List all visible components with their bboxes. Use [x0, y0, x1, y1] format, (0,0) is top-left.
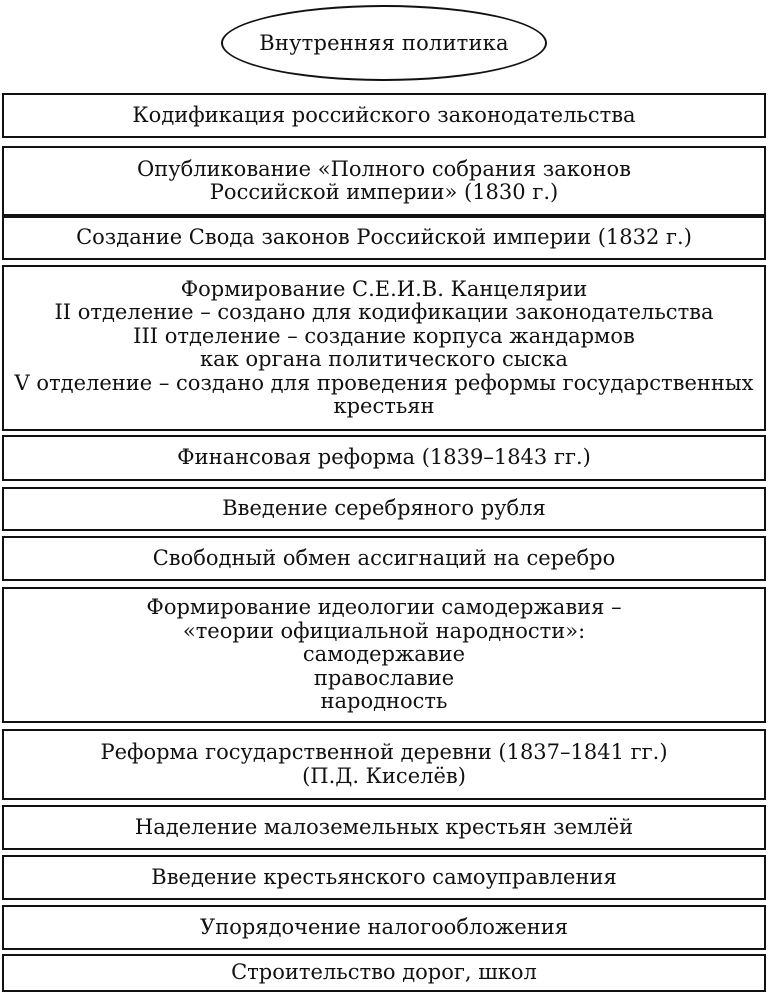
box-ideology — [2, 587, 766, 723]
box-line: III отделение – создание корпуса жандармов — [133, 323, 635, 348]
box-silver-ruble — [2, 487, 766, 531]
box-line: «теории официальной народности»: — [182, 618, 586, 643]
box-line: Реформа государственной деревни (1837–1841 гг.) — [100, 740, 668, 764]
box-assignat-exchange — [2, 536, 766, 581]
box-line: (П.Д. Киселёв) — [302, 763, 466, 788]
box-line: Введение крестьянского самоуправления — [151, 864, 617, 889]
box-line: крестьян — [333, 394, 435, 418]
box-code-of-laws — [2, 216, 766, 260]
box-line: Наделение малоземельных крестьян землёй — [134, 814, 634, 839]
box-line: Опубликование «Полного собрания законов — [137, 156, 631, 181]
diagram-title: Внутренняя политика — [259, 31, 509, 55]
box-line: Строительство дорог, школ — [231, 960, 537, 985]
box-line: православие — [313, 665, 455, 690]
box-line: как органа политического сыска — [200, 347, 568, 371]
box-full-collection-laws — [2, 146, 766, 216]
box-taxation — [2, 905, 766, 950]
box-line: II отделение – создано для кодификации законодательства — [54, 300, 714, 324]
box-line: Свободный обмен ассигнаций на серебро — [152, 545, 616, 570]
diagram-title-oval — [221, 5, 547, 81]
box-line: Упорядочение налогообложения — [200, 914, 568, 939]
box-peasant-self-government — [2, 855, 766, 900]
box-line: Формирование идеологии самодержавия – — [146, 595, 622, 620]
box-line: Российской империи» (1830 г.) — [209, 180, 559, 204]
box-line: Введение серебряного рубля — [222, 496, 546, 521]
box-state-village-reform — [2, 729, 766, 800]
box-line: самодержавие — [302, 642, 466, 667]
box-land-allotment — [2, 805, 766, 850]
box-line: народность — [320, 689, 448, 714]
box-chancellery — [2, 265, 766, 431]
box-line: Финансовая реформа (1839–1843 гг.) — [177, 445, 591, 470]
box-roads-schools — [2, 954, 766, 992]
box-line: Создание Свода законов Российской империи (1832 г.) — [76, 225, 692, 250]
box-line: Кодификация российского законодательства — [132, 102, 636, 127]
box-line: Формирование С.Е.И.В. Канцелярии — [180, 276, 588, 301]
box-financial-reform — [2, 435, 766, 481]
box-codification — [2, 93, 766, 138]
box-line: V отделение – создано для проведения реформы государственных — [14, 370, 754, 395]
